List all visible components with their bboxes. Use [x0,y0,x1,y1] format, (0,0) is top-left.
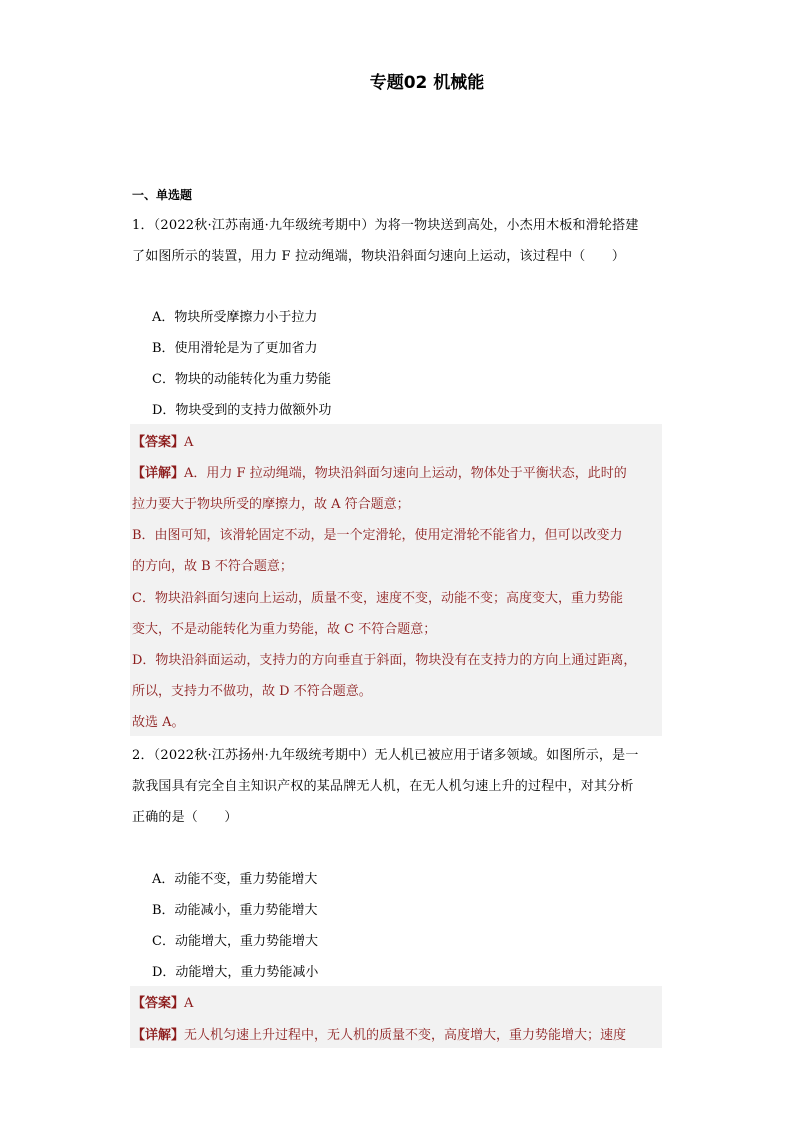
q1-detail-line-6: 变大，不是动能转化为重力势能，故 C 不符合题意； [132,622,437,637]
q2-option-b: B．动能减小，重力势能增大 [152,903,318,918]
q1-detail-line-7: D．物块沿斜面运动，支持力的方向垂直于斜面，物块没有在支持力的方向上通过距离， [132,653,637,668]
q1-option-b: B．使用滑轮是为了更加省力 [152,341,318,356]
q2-option-d: D．动能增大，重力势能减小 [152,965,319,980]
q2-answer: 【答案】A [132,996,194,1011]
q1-option-d: D．物块受到的支持力做额外功 [152,403,332,418]
q1-detail-line-8: 所以，支持力不做功，故 D 不符合题意。 [132,684,372,699]
q1-detail-line-1: 【详解】A．用力 F 拉动绳端，物块沿斜面匀速向上运动，物体处于平衡状态，此时的 [132,466,627,481]
q1-answer: 【答案】A [132,435,194,450]
q2-option-a: A．动能不变，重力势能增大 [152,872,318,887]
q1-detail-line-4: 的方向，故 B 不符合题意； [132,559,293,574]
q2-option-c: C．动能增大，重力势能增大 [152,934,318,949]
q2-stem-line-2: 款我国具有完全自主知识产权的某品牌无人机，在无人机匀速上升的过程中，对其分析 [132,779,634,794]
q1-option-a: A．物块所受摩擦力小于拉力 [152,310,318,325]
q1-stem-line-1: 1．（2022秋·江苏南通·九年级统考期中）为将一物块送到高处，小杰用木板和滑轮搭建 [132,218,639,233]
q1-conclusion: 故选 A。 [132,715,185,730]
q1-option-c: C．物块的动能转化为重力势能 [152,372,331,387]
section-heading: 一、单选题 [132,188,193,202]
q2-stem-line-3: 正确的是（ ） [132,810,238,825]
q1-detail-line-5: C．物块沿斜面匀速向上运动，质量不变，速度不变，动能不变；高度变大，重力势能 [132,591,623,606]
q2-detail-line-1: 【详解】无人机匀速上升过程中，无人机的质量不变，高度增大，重力势能增大；速度 [132,1028,627,1043]
q1-detail-line-3: B．由图可知，该滑轮固定不动，是一个定滑轮，使用定滑轮不能省力，但可以改变力 [132,528,623,543]
q1-detail-line-2: 拉力要大于物块所受的摩擦力，故 A 符合题意； [132,497,410,512]
q1-stem-line-2: 了如图所示的装置，用力 F 拉动绳端，物块沿斜面匀速向上运动，该过程中（ ） [132,249,626,264]
q2-stem-line-1: 2．（2022秋·江苏扬州·九年级统考期中）无人机已被应用于诸多领域。如图所示，是一 [132,748,639,763]
page-title: 专题02 机械能 [369,73,485,93]
